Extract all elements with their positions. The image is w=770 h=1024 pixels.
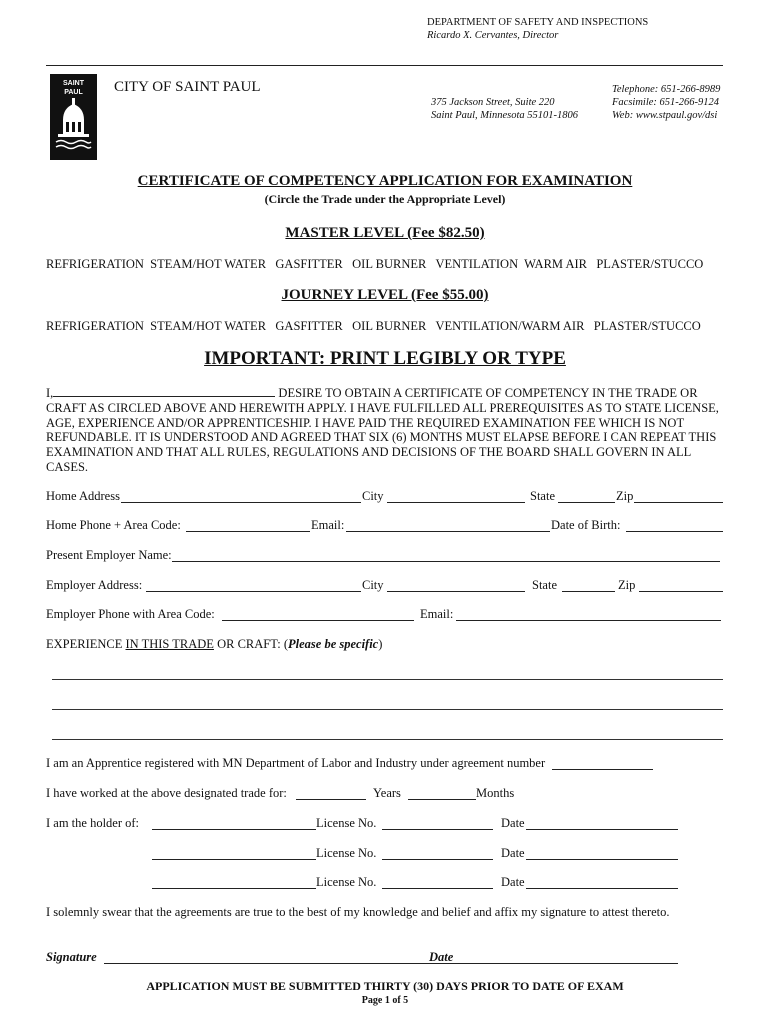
master-level-heading xyxy=(0,225,770,242)
employer-zip-label: Zip xyxy=(618,578,636,592)
worked-row xyxy=(46,786,726,804)
employer-name-field[interactable] xyxy=(172,548,720,562)
statement-body: DESIRE TO OBTAIN A CERTIFICATE OF COMPETENCY IN THE TRADE OR CRAFT AS CIRCLED ABOVE AND HEREWITH APPLY. I HAVE FULFILLED ALL PREREQUISITES AS TO STATE LICENSE, AGE, EXPERIENCE AND/OR APPRENTICESHIP. I HAVE PAID THE REQUIRED EXAMINATION FEE WHICH IS NOT REFUNDABLE. IT IS UNDERSTOOD AND AGREED THAT SIX (6) MONTHS MUST ELAPSE BEFORE I CAN REPEAT THIS EXAMINATION AND THAT ALL RULES, REGULATIONS AND DECISIONS OF THE BOARD SHALL GOVERN IN ALL CASES. xyxy=(46,386,719,474)
license-no-field-1[interactable] xyxy=(382,816,493,830)
date-label-3: Date xyxy=(501,875,525,889)
master-level-text: MASTER LEVEL (Fee $82.50) xyxy=(285,225,485,241)
zip-label: Zip xyxy=(616,489,634,503)
months-field[interactable] xyxy=(408,786,476,800)
saint-paul-logo xyxy=(50,74,97,160)
home-phone-field[interactable] xyxy=(186,518,310,532)
signature-row xyxy=(46,950,726,968)
home-address-label: Home Address xyxy=(46,489,120,503)
journey-level-heading xyxy=(0,287,770,304)
experience-line-2[interactable] xyxy=(52,709,723,710)
employer-phone-label: Employer Phone with Area Code: xyxy=(46,607,215,621)
address-line-2: Saint Paul, Minnesota 55101-1806 xyxy=(431,110,578,121)
employer-name-row xyxy=(46,548,726,566)
email-field[interactable] xyxy=(346,518,550,532)
signature-field[interactable] xyxy=(104,950,468,964)
employer-state-field[interactable] xyxy=(562,578,615,592)
contact-info xyxy=(612,83,720,122)
employer-address-row xyxy=(46,578,726,596)
license-no-field-2[interactable] xyxy=(382,846,493,860)
experience-middle: OR CRAFT: ( xyxy=(213,637,288,651)
home-address-field[interactable] xyxy=(121,489,361,503)
email-label: Email: xyxy=(311,518,345,532)
license-row-2 xyxy=(46,846,726,864)
date-field-2[interactable] xyxy=(526,846,678,860)
home-phone-label: Home Phone + Area Code: xyxy=(46,518,181,532)
employer-address-label: Employer Address: xyxy=(46,578,143,592)
applicant-statement xyxy=(46,385,726,475)
agreement-number-field[interactable] xyxy=(552,756,653,770)
employer-email-field[interactable] xyxy=(456,607,721,621)
license-type-field-2[interactable] xyxy=(152,846,316,860)
form-title xyxy=(0,173,770,190)
applicant-name-field[interactable] xyxy=(53,385,275,397)
years-field[interactable] xyxy=(296,786,366,800)
journey-trades[interactable]: REFRIGERATION STEAM/HOT WATER GASFITTER OIL BURNER VENTILATION/WARM AIR PLASTER/STUCCO xyxy=(46,319,701,333)
employer-address-field[interactable] xyxy=(146,578,361,592)
header-rule xyxy=(46,65,723,66)
signature-label: Signature xyxy=(46,950,97,964)
employer-city-field[interactable] xyxy=(387,578,525,592)
employer-phone-field[interactable] xyxy=(222,607,414,621)
holder-label: I am the holder of: xyxy=(46,816,140,830)
license-row-1 xyxy=(46,816,726,834)
date-field-3[interactable] xyxy=(526,875,678,889)
license-no-label-3: License No. xyxy=(316,875,377,889)
experience-prefix: EXPERIENCE xyxy=(46,637,126,651)
experience-line-3[interactable] xyxy=(52,739,723,740)
apprentice-label: I am an Apprentice registered with MN Department of Labor and Industry under agreement number xyxy=(46,756,546,770)
months-label: Months xyxy=(476,786,515,800)
license-type-field-3[interactable] xyxy=(152,875,316,889)
form-subtitle: (Circle the Trade under the Appropriate Level) xyxy=(264,192,506,206)
department-header xyxy=(427,16,648,42)
city-label: City xyxy=(362,489,384,503)
submission-notice: APPLICATION MUST BE SUBMITTED THIRTY (30) DAYS PRIOR TO DATE OF EXAM xyxy=(146,979,624,993)
license-no-label-1: License No. xyxy=(316,816,377,830)
employer-state-label: State xyxy=(532,578,557,592)
department-name: DEPARTMENT OF SAFETY AND INSPECTIONS xyxy=(427,17,649,28)
license-row-3 xyxy=(46,875,726,893)
state-label: State xyxy=(530,489,555,503)
experience-line-1[interactable] xyxy=(52,679,723,680)
worked-label: I have worked at the above designated trade for: xyxy=(46,786,287,800)
experience-label xyxy=(46,637,382,655)
master-trades[interactable]: REFRIGERATION STEAM/HOT WATER GASFITTER OIL BURNER VENTILATION WARM AIR PLASTER/STUCCO xyxy=(46,257,704,271)
years-label: Years xyxy=(373,786,401,800)
statement-prefix: I, xyxy=(46,386,54,400)
experience-underlined: IN THIS TRADE xyxy=(125,637,214,651)
telephone: Telephone: 651-266-8989 xyxy=(612,84,721,95)
signature-date-field[interactable] xyxy=(456,950,678,964)
director-name: Ricardo X. Cervantes, Director xyxy=(427,30,559,41)
home-address-row xyxy=(46,489,726,507)
address-line-1: 375 Jackson Street, Suite 220 xyxy=(431,97,555,108)
journey-level-text: JOURNEY LEVEL (Fee $55.00) xyxy=(281,287,489,303)
apprentice-row xyxy=(46,756,726,774)
city-name: CITY OF SAINT PAUL xyxy=(114,79,261,95)
signature-date-label: Date xyxy=(429,950,454,964)
logo-text-saint: SAINT xyxy=(63,80,84,87)
employer-phone-row xyxy=(46,607,726,625)
dob-label: Date of Birth: xyxy=(551,518,621,532)
important-notice: IMPORTANT: PRINT LEGIBLY OR TYPE xyxy=(204,348,566,369)
date-field-1[interactable] xyxy=(526,816,678,830)
experience-emphasis: Please be specific xyxy=(288,637,379,651)
form-title-text: CERTIFICATE OF COMPETENCY APPLICATION FOR EXAMINATION xyxy=(137,173,633,189)
city-field[interactable] xyxy=(387,489,525,503)
license-type-field-1[interactable] xyxy=(152,816,316,830)
employer-city-label: City xyxy=(362,578,384,592)
website: Web: www.stpaul.gov/dsi xyxy=(612,110,718,121)
home-phone-row xyxy=(46,518,726,536)
dob-field[interactable] xyxy=(626,518,723,532)
zip-field[interactable] xyxy=(634,489,723,503)
page-number: Page 1 of 5 xyxy=(361,995,409,1006)
logo-text-paul: PAUL xyxy=(64,89,83,96)
experience-suffix: ) xyxy=(378,637,383,651)
employer-zip-field[interactable] xyxy=(639,578,723,592)
employer-email-label: Email: xyxy=(420,607,454,621)
facsimile: Facsimile: 651-266-9124 xyxy=(612,97,720,108)
date-label-2: Date xyxy=(501,846,525,860)
date-label-1: Date xyxy=(501,816,525,830)
license-no-field-3[interactable] xyxy=(382,875,493,889)
employer-name-label: Present Employer Name: xyxy=(46,548,172,562)
license-no-label-2: License No. xyxy=(316,846,377,860)
office-address xyxy=(431,96,578,122)
oath-statement: I solemnly swear that the agreements are true to the best of my knowledge and belief and affix my signature to attest thereto. xyxy=(46,905,670,919)
state-field[interactable] xyxy=(558,489,615,503)
